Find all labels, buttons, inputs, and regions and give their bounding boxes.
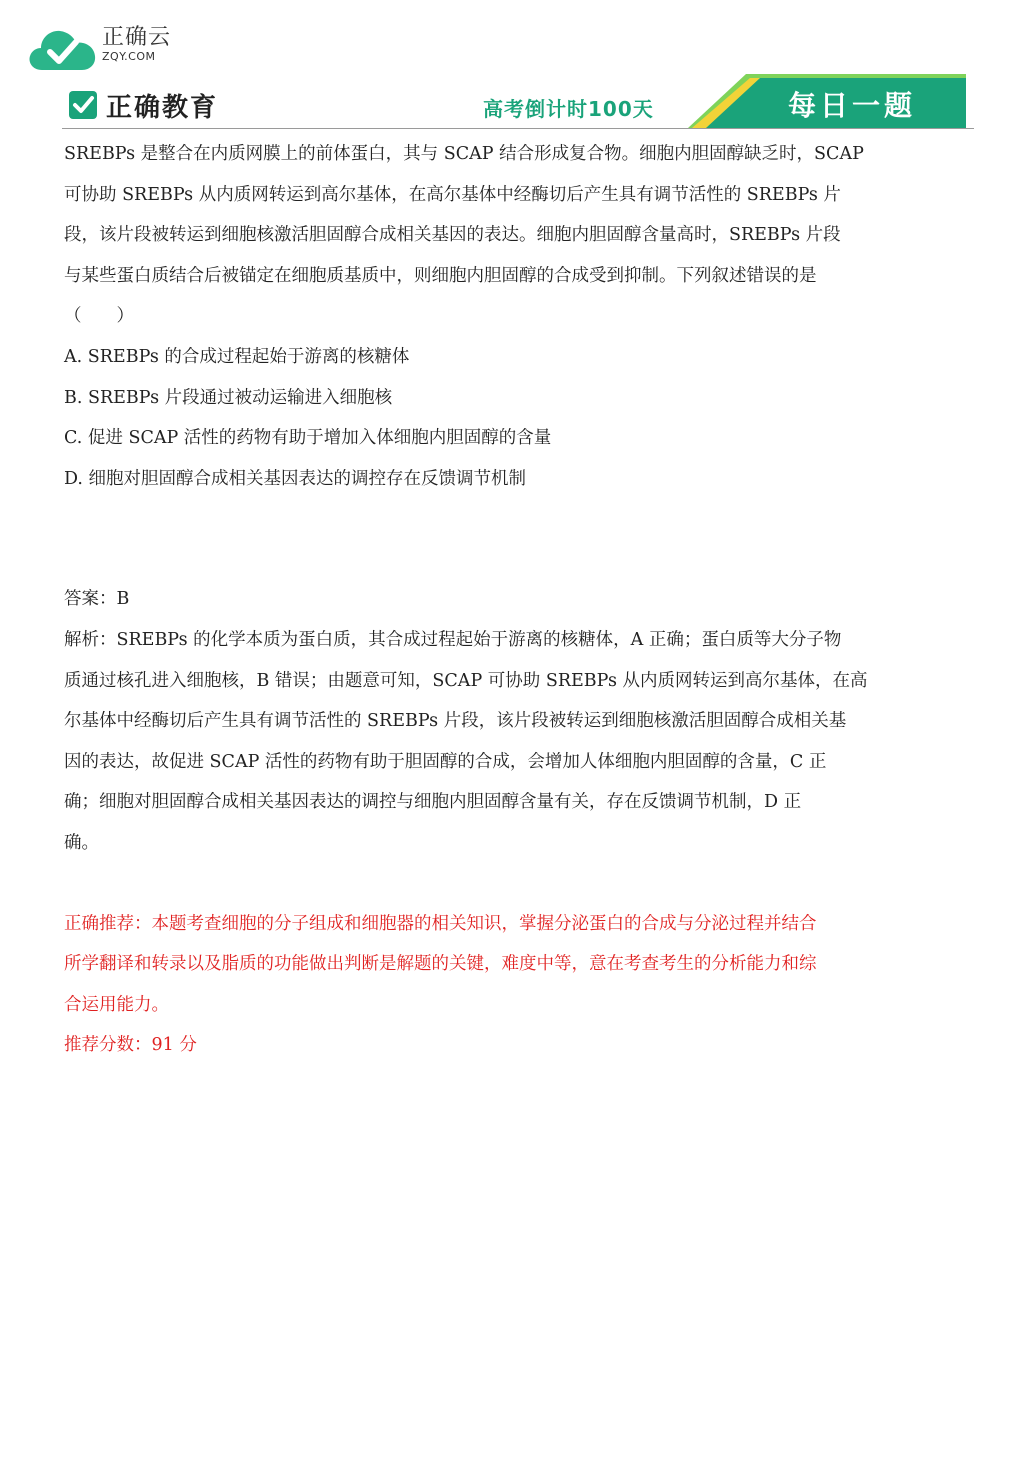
recommend-line: 合运用能力。	[64, 994, 169, 1015]
brand-name: 正确云	[102, 25, 172, 50]
recommend-score: 推荐分数：91 分	[64, 1035, 197, 1056]
stem-line: 段，该片段被转运到细胞核激活胆固醇合成相关基因的表达。细胞内胆固醇含量高时，SREBPs 片段	[64, 225, 841, 246]
daily-question-label: 每日一题	[787, 89, 916, 122]
option-c: C. 促进 SCAP 活性的药物有助于增加入体细胞内胆固醇的含量	[64, 428, 552, 449]
analysis-line: 质通过核孔进入细胞核，B 错误；由题意可知，SCAP 可协助 SREBPs 从内质网转运到高尔基体，在高	[64, 670, 868, 691]
analysis-line: 尔基体中经酶切后产生具有调节活性的 SREBPs 片段，该片段被转运到细胞核激活胆固醇合成相关基	[64, 711, 847, 732]
cloud-check-logo-icon	[28, 26, 98, 72]
analysis-line: 确。	[64, 832, 99, 853]
zqy-brand	[28, 22, 188, 74]
countdown-label: 高考倒计时100天	[483, 97, 654, 121]
analysis-line: 解析：SREBPs 的化学本质为蛋白质，其合成过程起始于游离的核糖体，A 正确；蛋白质等大分子物	[64, 629, 842, 650]
recommend-line: 所学翻译和转录以及脂质的功能做出判断是解题的关键，难度中等，意在考查考生的分析能力和综	[64, 954, 817, 975]
option-d: D. 细胞对胆固醇合成相关基因表达的调控存在反馈调节机制	[64, 468, 527, 489]
recommend-line: 正确推荐：本题考查细胞的分子组成和细胞器的相关知识，掌握分泌蛋白的合成与分泌过程并结合	[64, 913, 817, 934]
header-divider	[62, 128, 974, 129]
analysis-line: 确；细胞对胆固醇合成相关基因表达的调控与细胞内胆固醇含量有关，存在反馈调节机制，D 正	[64, 792, 802, 813]
stem-line: SREBPs 是整合在内质网膜上的前体蛋白，其与 SCAP 结合形成复合物。细胞内胆固醇缺乏时，SCAP	[64, 144, 864, 164]
edu-logo	[68, 86, 218, 124]
answer-line: 答案：B	[64, 589, 130, 610]
option-b: B. SREBPs 片段通过被动运输进入细胞核	[64, 387, 393, 408]
spacer	[64, 499, 970, 579]
question-content	[64, 134, 970, 1066]
option-a: A. SREBPs 的合成过程起始于游离的核糖体	[64, 346, 410, 367]
checkbox-logo-icon	[68, 90, 98, 120]
stem-line: （ ）	[64, 306, 134, 327]
spacer	[64, 864, 970, 904]
analysis-line: 因的表达，故促进 SCAP 活性的药物有助于胆固醇的合成，会增加人体细胞内胆固醇的含量，C 正	[64, 751, 827, 772]
edu-name: 正确教育	[106, 92, 219, 123]
stem-line: 可协助 SREBPs 从内质网转运到高尔基体，在高尔基体中经酶切后产生具有调节活性的 SREBPs 片	[64, 184, 841, 205]
stem-line: 与某些蛋白质结合后被锚定在细胞质基质中，则细胞内胆固醇的合成受到抑制。下列叙述错误的是	[64, 265, 817, 286]
brand-domain: ZQY.COM	[102, 50, 156, 63]
